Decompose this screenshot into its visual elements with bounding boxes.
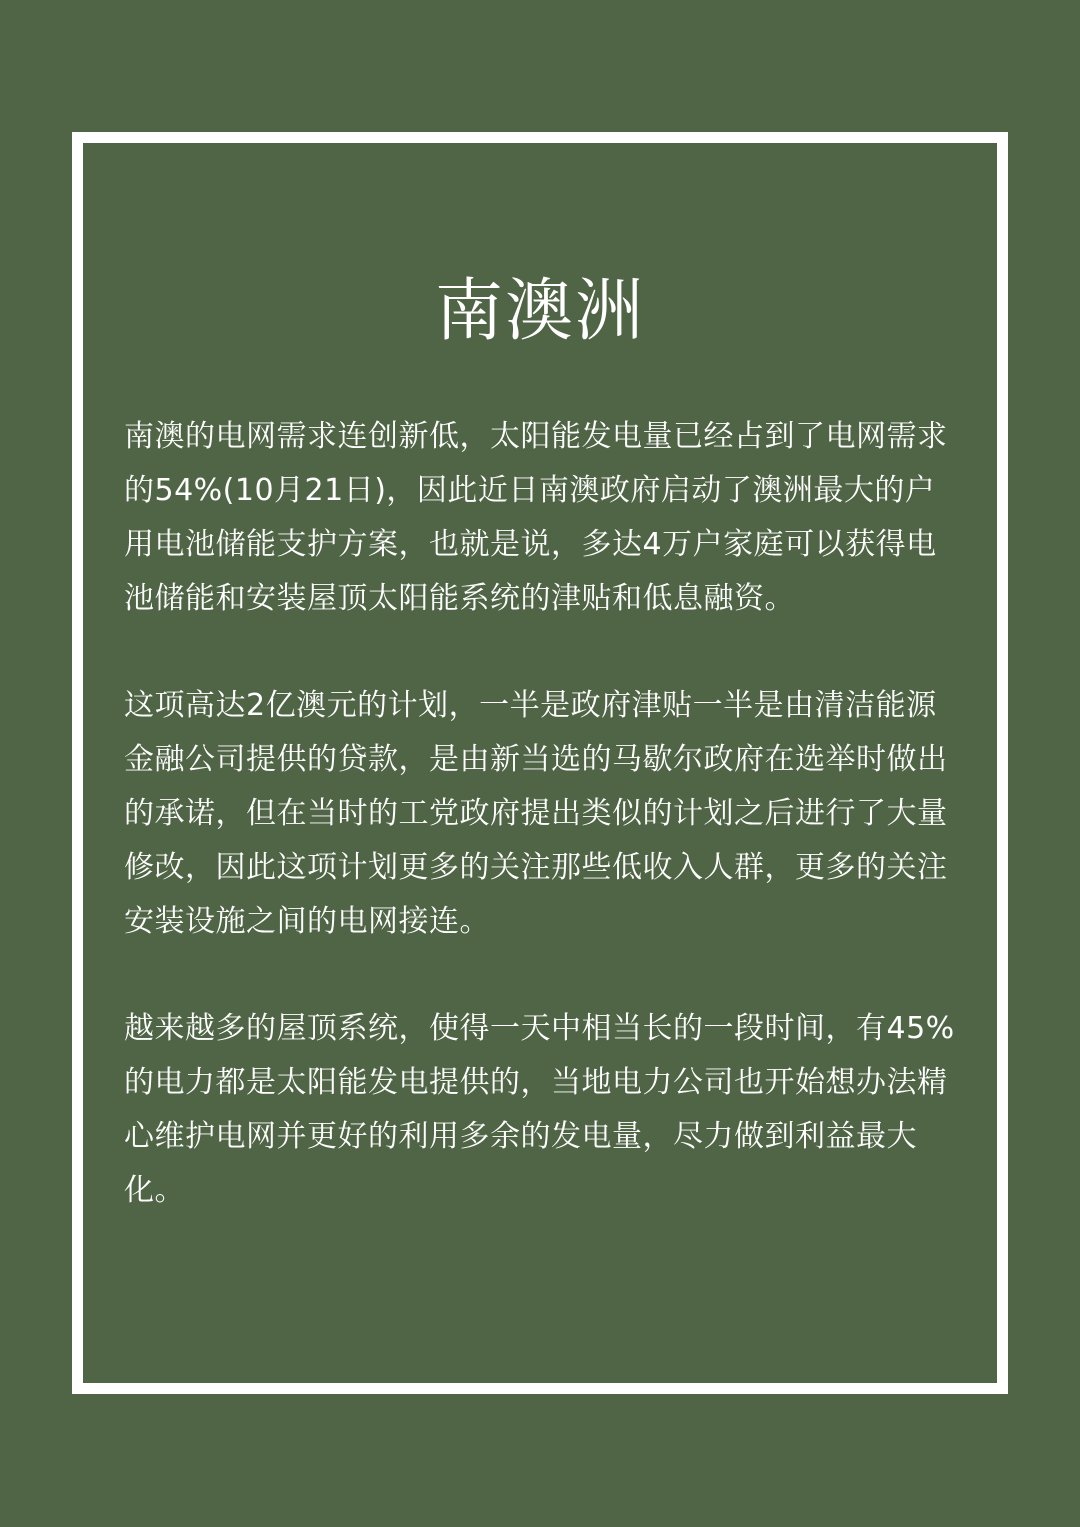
article-body <box>124 410 964 1271</box>
paragraph-1: 南澳的电网需求连创新低，太阳能发电量已经占到了电网需求的54%(10月21日)，因此近日南澳政府启动了澳洲最大的户用电池储能支护方案，也就是说，多达4万户家庭可以获得电池储能和安装屋顶太阳能系统的津贴和低息融资。 <box>124 419 948 616</box>
paragraph-2: 这项高达2亿澳元的计划，一半是政府津贴一半是由清洁能源金融公司提供的贷款，是由新当选的马歇尔政府在选举时做出的承诺，但在当时的工党政府提出类似的计划之后进行了大量修改，因此这项计划更多的关注那些低收入人群，更多的关注安装设施之间的电网接连。 <box>124 688 948 939</box>
paragraph-3: 越来越多的屋顶系统，使得一天中相当长的一段时间，有45%的电力都是太阳能发电提供的，当地电力公司也开始想办法精心维护电网并更好的利用多余的发电量，尽力做到利益最大化。 <box>124 1011 955 1208</box>
page-title: 南澳洲 <box>434 272 645 351</box>
